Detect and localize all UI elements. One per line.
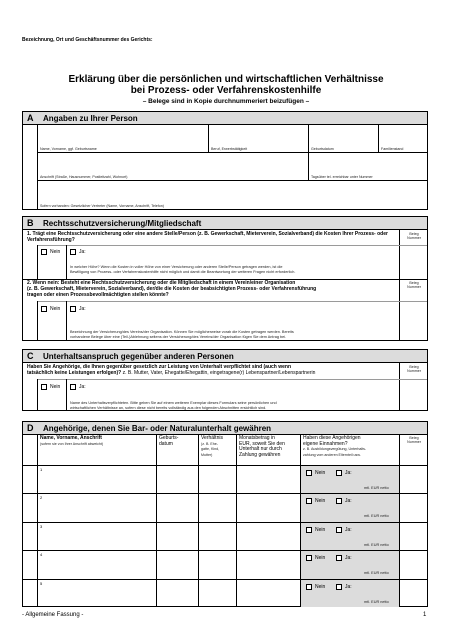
row-yes-checkbox[interactable] — [336, 584, 342, 590]
row-no-checkbox[interactable] — [306, 555, 312, 561]
row-number: 5 — [40, 580, 43, 586]
row-no-label: Nein — [315, 555, 326, 562]
row-number: 3 — [40, 523, 43, 529]
row-yes-label: Ja: — [345, 583, 352, 590]
b2-no-checkbox[interactable] — [41, 306, 47, 312]
section-d — [22, 421, 428, 607]
section-a-header — [23, 112, 427, 125]
section-a — [22, 111, 428, 210]
row-yes-label: Ja: — [345, 470, 352, 476]
section-b-header — [23, 217, 427, 230]
form-title-line1: Erklärung über die persönlichen und wirtschaftlichen Verhältnisse — [68, 74, 384, 85]
section-d-header — [23, 422, 427, 435]
beleg-label-b1: Beleg Nummer — [407, 232, 421, 241]
address-field[interactable]: Anschrift (Straße, Hausnummer, Postleitzahl, Wohnort) — [40, 175, 128, 179]
row-no-label: Nein — [315, 498, 326, 505]
beleg-label-d: Beleg Nummer — [407, 436, 421, 445]
section-a-letter: A — [27, 113, 34, 123]
col-amount-header: Monatsbetrag in EUR, soweit Sie den Unterhalt nur durch Zahlung gewähren — [239, 435, 285, 458]
c-note: Name des Unterhaltsverpflichteten. Bitte geben Sie auf einem weiteren Exemplar dieses Formulars seine persönlichen und wirtschaftlichen Verhältnisse an, sofern diese nicht bereits vollständig aus den folgenden Abschnitten ersichtlich sind. — [70, 401, 277, 410]
beleg-label-c: Beleg Nummer — [407, 365, 421, 374]
row-yes-label: Ja: — [345, 526, 352, 533]
b2-yes-checkbox[interactable] — [70, 306, 76, 312]
section-d-title: Angehörige, denen Sie Bar- oder Naturalunterhalt gewähren — [43, 423, 272, 433]
b1-no-checkbox[interactable] — [41, 249, 47, 255]
row-yes-checkbox[interactable] — [336, 498, 342, 504]
b1-note: In welcher Höhe? Wenn die Kosten in voller Höhe von einer Versicherung oder anderen Stelle/Person getragen werden, ist die Bewilligung von Prozess- oder Verfahrenskostenhilfe nicht möglich und damit die Beantwortung der weiteren Fragen nicht erforderlich. — [70, 265, 296, 274]
question-b1: 1. Trägt eine Rechtsschutzversicherung oder eine andere Stelle/Person (z. B. Gewerkschaft, Mieterverein, Sozialverband) die Kosten Ihrer Prozess- oder Verfahrensführung? — [27, 231, 388, 244]
col-birth-header: Geburts- datum — [159, 435, 179, 447]
section-c — [22, 349, 428, 411]
section-a-title: Angaben zu Ihrer Person — [43, 113, 138, 123]
row-eur-label: mtl. EUR netto — [364, 571, 389, 576]
section-b-title: Rechtsschutzversicherung/Mitgliedschaft — [43, 218, 202, 228]
name-field[interactable]: Name, Vorname, ggf. Geburtsname — [40, 147, 97, 151]
section-d-letter: D — [27, 423, 34, 433]
row-number: 2 — [40, 495, 43, 501]
beleg-label-b2: Beleg Nummer — [407, 281, 421, 290]
row-no-label: Nein — [315, 470, 326, 476]
question-b2: 2. Wenn nein: Besteht eine Rechtsschutzversicherung oder die Mitgliedschaft in einem Verein/einer Organisation (z. B. Gewerkschaft, Mieterverein, Sozialverband), der/die die Kosten der beabsichtigten Prozess- oder Verfahrensführung tragen oder einen Prozessbevollmächtigten stellen könnte? — [27, 280, 317, 299]
marital-status-field[interactable]: Familienstand — [381, 147, 404, 151]
row-eur-label: mtl. EUR netto — [364, 486, 389, 490]
row-eur-label: mtl. EUR netto — [364, 514, 389, 519]
b2-no-label: Nein — [50, 306, 61, 312]
row-number: 4 — [40, 552, 43, 558]
b1-yes-label: Ja: — [79, 249, 86, 255]
row-yes-checkbox[interactable] — [336, 527, 342, 533]
question-c: Haben Sie Angehörige, die Ihnen gegenüber gesetzlich zur Leistung von Unterhalt verpflichtet sind (auch wenn tatsächlich keine Leistungen erfolgen)? z. B. Mutter, Vater, Ehegatte/Ehegattin, eingetragene(r) Lebenspartner/Lebenspartnerin — [27, 364, 316, 377]
row-yes-checkbox[interactable] — [336, 555, 342, 561]
row-eur-label: mtl. EUR netto — [364, 599, 389, 604]
phone-field[interactable]: Tagsüber tel. erreichbar unter Nummer — [311, 175, 373, 179]
row-yes-label: Ja: — [345, 555, 352, 562]
court-label: Bezeichnung, Ort und Geschäftsnummer des Gerichts: — [22, 37, 153, 43]
col-income-header: Haben diese Angehörigen eigene Einnahmen? z. B. Ausbildungsvergütung, Unterhalts- zahlung vom anderen Elternteil usw. — [303, 435, 367, 457]
form-subtitle: – Belege sind in Kopie durchnummeriert beizufügen – — [142, 98, 310, 105]
c-no-label: Nein — [50, 384, 61, 390]
c-yes-checkbox[interactable] — [70, 384, 76, 390]
row-yes-checkbox[interactable] — [336, 470, 342, 476]
birthdate-field[interactable]: Geburtsdatum — [311, 147, 334, 151]
row-yes-label: Ja: — [345, 498, 352, 505]
page-number: 1 — [423, 612, 427, 618]
section-c-header — [23, 350, 427, 363]
section-b-letter: B — [27, 218, 34, 228]
c-yes-label: Ja: — [79, 384, 86, 390]
row-no-checkbox[interactable] — [306, 527, 312, 533]
b2-yes-label: Ja: — [79, 306, 86, 312]
row-number: 1 — [40, 467, 43, 472]
c-no-checkbox[interactable] — [41, 384, 47, 390]
col-name-header: Name, Vorname, Anschrift (sofern sie von Ihrer Anschrift abweicht) — [40, 435, 104, 446]
row-no-label: Nein — [315, 526, 326, 533]
footer-edition: - Allgemeine Fassung - — [22, 612, 84, 618]
b1-yes-checkbox[interactable] — [70, 249, 76, 255]
b2-note: Bezeichnung der Versicherung/des Vereins/der Organisation. Können Sie möglicherweise vorab die Kosten getragen werden. Bereits vorhandene Belege über eine (Teil-)Ablehnung seitens der Versicherung/des Vereins/der Organisation fügen Sie dem Antrag bei. — [70, 330, 294, 339]
job-field[interactable]: Beruf, Erwerbstätigkeit — [211, 147, 248, 151]
row-no-checkbox[interactable] — [306, 470, 312, 476]
section-b — [22, 216, 428, 341]
row-no-checkbox[interactable] — [306, 498, 312, 504]
row-no-checkbox[interactable] — [306, 584, 312, 590]
section-c-title: Unterhaltsanspruch gegenüber anderen Personen — [43, 351, 234, 361]
form-title-line2: bei Prozess- oder Verfahrenskostenhilfe — [130, 85, 322, 96]
row-no-label: Nein — [315, 583, 326, 590]
col-relation-header: Verhältnis (z. B. Ehe- gatte, Kind, Mutter) — [201, 435, 223, 457]
section-c-letter: C — [27, 351, 34, 361]
legal-representative-field[interactable]: Sofern vorhanden: Gesetzlicher Vertreter (Name, Vorname, Anschrift, Telefon) — [40, 204, 164, 208]
row-eur-label: mtl. EUR netto — [364, 542, 389, 547]
b1-no-label: Nein — [50, 249, 61, 255]
